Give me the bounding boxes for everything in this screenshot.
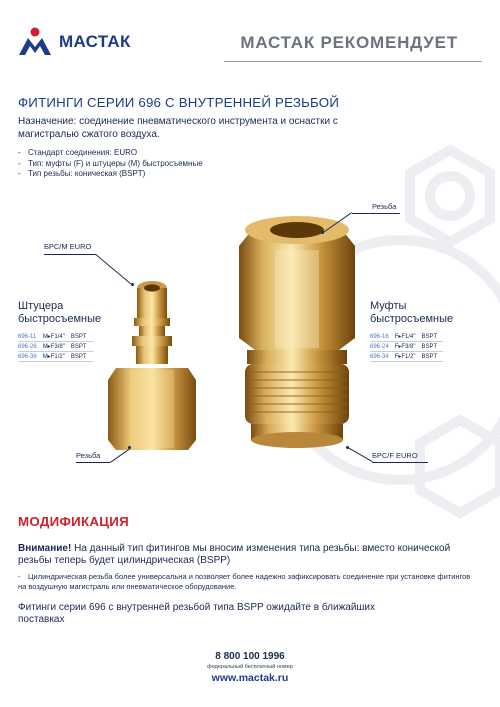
size-cell: F▸F1/4" bbox=[395, 332, 422, 342]
table-row bbox=[18, 332, 93, 342]
note-text: Цилиндрическая резьба более универсальна и позволяет более надежно зафиксировать соединение при установке фитингов на воздушную магистраль или пневматическое оборудование. bbox=[18, 572, 471, 591]
code-cell: 696-16 bbox=[370, 332, 395, 342]
size-cell: M▸F1/2" bbox=[43, 352, 71, 362]
leader-line bbox=[44, 254, 96, 255]
code-cell: 696-34 bbox=[370, 352, 395, 362]
male-title-line1: Штуцера bbox=[18, 300, 64, 312]
female-codes-table bbox=[370, 332, 443, 362]
female-connector-label: БРС/F EURO bbox=[372, 451, 418, 460]
table-row bbox=[370, 332, 443, 342]
male-section-title bbox=[18, 300, 101, 326]
table-row bbox=[370, 352, 443, 362]
leader-dot bbox=[321, 231, 324, 234]
warning-body: На данный тип фитингов мы вносим изменения типа резьбы: вместо конической резьбы теперь будет цилиндрическая (BSPP) bbox=[18, 543, 451, 566]
spec-item: - Тип резьбы: коническая (BSPT) bbox=[18, 169, 203, 180]
table-row bbox=[18, 352, 93, 362]
size-cell: F▸F1/2" bbox=[395, 352, 422, 362]
leader-dot bbox=[346, 446, 349, 449]
size-cell: M▸F1/4" bbox=[43, 332, 71, 342]
female-title-line2: быстросъемные bbox=[370, 313, 454, 325]
spec-list bbox=[18, 148, 203, 180]
brand-name: МАСТАК bbox=[59, 32, 131, 51]
leader-line bbox=[76, 462, 110, 463]
phone-note: федеральный бесплатный номер bbox=[207, 664, 293, 670]
code-cell: 696-24 bbox=[370, 342, 395, 352]
website-link[interactable]: www.mactak.ru bbox=[211, 672, 289, 684]
leader-line bbox=[372, 462, 428, 463]
female-section-title bbox=[370, 300, 453, 326]
female-title-line1: Муфты bbox=[370, 300, 407, 312]
thread-cell: BSPT bbox=[422, 342, 444, 352]
coming-soon-text: Фитинги серии 696 с внутренней резьбой типа BSPP ожидайте в ближайших поставках bbox=[18, 602, 376, 625]
male-thread-label: Резьба bbox=[76, 451, 101, 460]
leader-line bbox=[352, 213, 400, 214]
code-cell: 696-11 bbox=[18, 332, 43, 342]
male-fitting-image bbox=[100, 270, 210, 460]
leader-dot bbox=[131, 283, 134, 286]
thread-cell: BSPT bbox=[71, 352, 93, 362]
thread-cell: BSPT bbox=[71, 342, 93, 352]
warning-text bbox=[18, 543, 458, 567]
modification-heading: МОДИФИКАЦИЯ bbox=[18, 514, 130, 529]
table-row bbox=[370, 342, 443, 352]
female-thread-label: Резьба bbox=[372, 202, 397, 211]
female-fitting-image bbox=[225, 210, 370, 465]
table-row bbox=[18, 342, 93, 352]
size-cell: M▸F3/8" bbox=[43, 342, 71, 352]
male-connector-label: БРС/М EURO bbox=[44, 242, 92, 251]
phone-number[interactable]: 8 800 100 1996 bbox=[215, 651, 285, 662]
mastak-logo-icon bbox=[18, 26, 52, 56]
male-codes-table bbox=[18, 332, 93, 362]
thread-cell: BSPT bbox=[422, 332, 444, 342]
thread-cell: BSPT bbox=[422, 352, 444, 362]
tagline: МАСТАК РЕКОМЕНДУЕТ bbox=[240, 33, 458, 52]
spec-item: - Тип: муфты (F) и штуцеры (M) быстросъемные bbox=[18, 159, 203, 170]
spec-item: - Стандарт соединения: EURO bbox=[18, 148, 203, 159]
warning-label: Внимание! bbox=[18, 543, 72, 554]
male-title-line2: быстросъемные bbox=[18, 313, 102, 325]
code-cell: 696-26 bbox=[18, 342, 43, 352]
size-cell: F▸F3/8" bbox=[395, 342, 422, 352]
leader-dot bbox=[128, 446, 131, 449]
page-title: ФИТИНГИ СЕРИИ 696 С ВНУТРЕННЕЙ РЕЗЬБОЙ bbox=[18, 95, 340, 110]
code-cell: 696-36 bbox=[18, 352, 43, 362]
thread-cell: BSPT bbox=[71, 332, 93, 342]
purpose-text: Назначение: соединение пневматического инструмента и оснастки с магистралью сжатого воздуха. bbox=[18, 116, 338, 140]
header-divider bbox=[224, 61, 482, 62]
modification-note: - Цилиндрическая резьба более универсальна и позволяет более надежно зафиксировать соединение при установке фитингов на воздушную магистраль или пневматическое оборудование. bbox=[18, 572, 471, 591]
